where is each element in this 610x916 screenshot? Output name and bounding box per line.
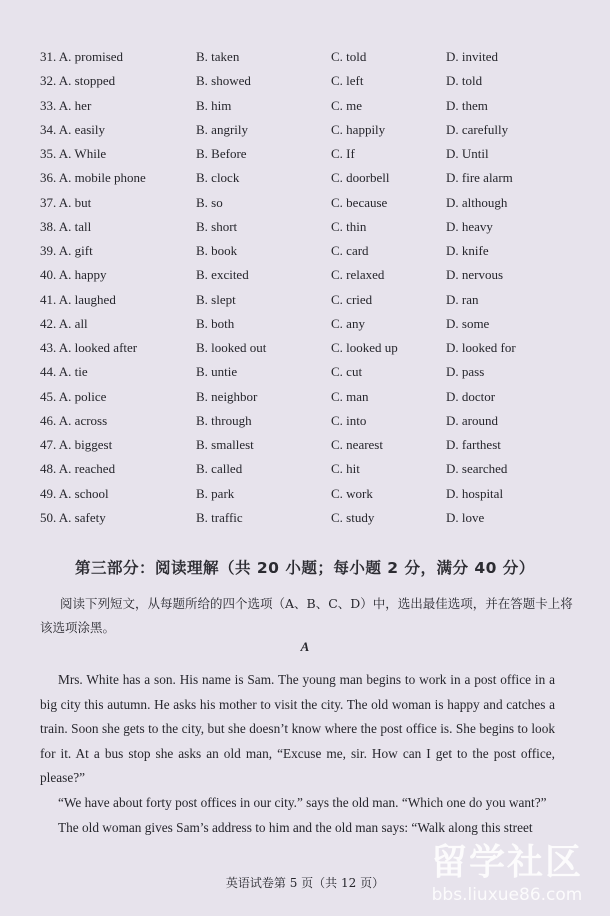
option-c: C. any [331, 315, 365, 331]
option-b: B. smallest [196, 437, 254, 452]
option-b: B. taken [196, 49, 240, 64]
option-d: D. knife [446, 243, 489, 258]
option-a: 48. A. reached [40, 461, 116, 477]
option-c: C. doorbell [331, 170, 390, 186]
question-row [0, 47, 610, 71]
option-a: 42. A. all [40, 315, 88, 331]
option-b: B. slept [196, 291, 236, 307]
option-b: B. angrily [196, 121, 248, 137]
option-c: C. me [331, 97, 363, 113]
option-c: C. into [331, 412, 367, 428]
option-b: B. park [196, 485, 235, 501]
option-b: B. him [196, 97, 232, 113]
option-d: D. around [446, 412, 498, 428]
option-d: D. ran [446, 291, 479, 307]
option-c: C. study [331, 509, 375, 525]
option-d: D. although [446, 194, 508, 210]
option-c: C. thin [331, 218, 367, 234]
option-d: D. heavy [446, 218, 493, 234]
option-d: D. nervous [446, 267, 504, 283]
option-b: B. excited [196, 267, 249, 283]
question-row [0, 290, 610, 314]
question-row [0, 387, 610, 411]
question-row [0, 435, 610, 459]
option-b: B. through [196, 412, 252, 428]
option-b: B. both [196, 315, 235, 331]
passage-paragraph: “We have about forty post offices in our city.” says the old man. “Which one do you want?” [58, 794, 547, 810]
option-b: B. showed [196, 73, 251, 89]
option-d: D. hospital [446, 485, 504, 501]
option-d: D. fire alarm [446, 170, 513, 186]
option-d: D. told [446, 73, 483, 89]
option-c: C. looked up [331, 340, 398, 355]
question-row [0, 338, 610, 362]
question-row [0, 71, 610, 95]
question-row [0, 314, 610, 338]
option-c: C. happily [331, 121, 386, 137]
option-d: D. doctor [446, 388, 496, 404]
instructions: 阅读下列短文，从每题所给的四个选项（A、B、C、D）中，选出最佳选项，并在答题卡上将该选项涂黑。 [40, 596, 573, 635]
option-a: 39. A. gift [40, 243, 93, 258]
option-b: B. traffic [196, 509, 243, 525]
question-row [0, 96, 610, 120]
option-c: C. told [331, 49, 367, 64]
option-c: C. cut [331, 364, 363, 380]
option-d: D. love [446, 509, 485, 525]
option-c: C. hit [331, 461, 360, 477]
question-row [0, 484, 610, 508]
option-b: B. so [196, 194, 223, 210]
option-a: 47. A. biggest [40, 437, 113, 452]
option-c: C. card [331, 243, 369, 258]
watermark [412, 842, 602, 914]
option-a: 38. A. tall [40, 218, 92, 234]
option-c: C. work [331, 485, 373, 501]
option-b: B. book [196, 243, 238, 258]
option-b: B. looked out [196, 340, 267, 355]
option-b: B. untie [196, 364, 238, 380]
option-c: C. left [331, 73, 364, 89]
option-d: D. farthest [446, 437, 501, 452]
watermark-url: bbs.liuxue86.com [431, 885, 583, 905]
option-c: C. cried [331, 291, 373, 307]
question-row [0, 362, 610, 386]
option-a: 41. A. laughed [40, 291, 116, 307]
option-b: B. called [196, 461, 243, 477]
question-row [0, 241, 610, 265]
option-b: B. clock [196, 170, 240, 186]
option-a: 44. A. tie [40, 364, 88, 380]
question-row [0, 411, 610, 435]
page-footer: 英语试卷第 5 页（共 12 页） [225, 876, 385, 890]
question-row [0, 120, 610, 144]
option-c: C. nearest [331, 437, 383, 452]
option-a: 40. A. happy [40, 267, 107, 283]
option-a: 46. A. across [40, 412, 108, 428]
option-d: D. carefully [446, 121, 509, 137]
question-row [0, 459, 610, 483]
option-a: 31. A. promised [40, 49, 124, 64]
option-b: B. short [196, 218, 238, 234]
question-row [0, 265, 610, 289]
option-c: C. If [331, 146, 355, 161]
option-a: 36. A. mobile phone [40, 170, 146, 186]
reading-passage [40, 668, 555, 840]
option-b: B. neighbor [196, 388, 258, 404]
option-d: D. them [446, 97, 488, 113]
passage-paragraph: Mrs. White has a son. His name is Sam. The young man begins to work in a post office in a big city this autumn. He asks his mother to visit the city. The old woman is happy and catches a train. Soon she gets to the city, but she doesn’t know where the post office is. She begins to look for it. At a bus stop she asks an old man, “Excuse me, sir. How can I get to the post office, please?” [40, 672, 555, 786]
option-d: D. some [446, 315, 490, 331]
option-d: D. Until [446, 146, 489, 161]
option-a: 34. A. easily [40, 121, 105, 137]
option-a: 45. A. police [40, 388, 107, 404]
section-title: 第三部分：阅读理解（共 20 小题；每小题 2 分，满分 40 分） [75, 559, 535, 577]
option-c: C. relaxed [331, 267, 385, 283]
option-a: 37. A. but [40, 194, 92, 210]
option-a: 35. A. While [40, 146, 107, 161]
option-d: D. invited [446, 49, 498, 64]
watermark-main: 留学社区 [430, 842, 583, 883]
passage-paragraph: The old woman gives Sam’s address to him and the old man says: “Walk along this street [58, 819, 533, 835]
option-c: C. man [331, 388, 369, 404]
option-a: 43. A. looked after [40, 340, 138, 355]
question-row [0, 168, 610, 192]
option-c: C. because [331, 194, 388, 210]
option-d: D. searched [446, 461, 508, 477]
option-a: 50. A. safety [40, 509, 106, 525]
passage-label: A [300, 639, 310, 654]
option-a: 33. A. her [40, 97, 92, 113]
option-d: D. looked for [446, 340, 516, 355]
cloze-options [0, 47, 610, 532]
question-row [0, 508, 610, 532]
question-row [0, 193, 610, 217]
question-row [0, 217, 610, 241]
option-a: 49. A. school [40, 485, 109, 501]
question-row [0, 144, 610, 168]
option-b: B. Before [196, 146, 247, 161]
option-a: 32. A. stopped [40, 73, 116, 89]
option-d: D. pass [446, 364, 485, 380]
